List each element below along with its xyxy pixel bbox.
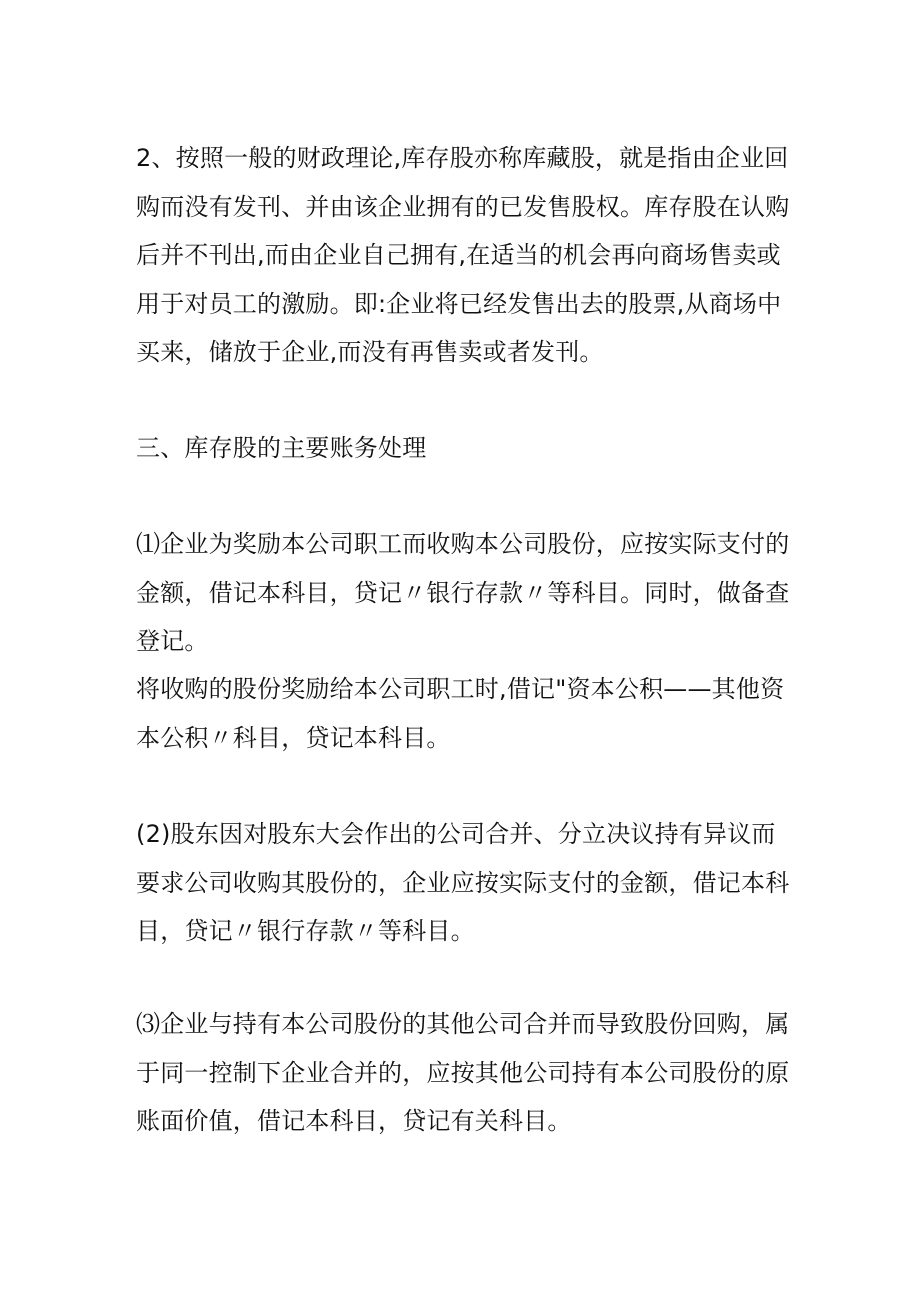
paragraph-item-2: (2)股东因对股东大会作出的公司合并、分立决议持有异议而要求公司收购其股份的，企业应按实际支付的金额，借记本科目，贷记〃银行存款〃等科目。 [136,820,790,945]
paragraph-treasury-stock-definition: 2、按照一般的财政理论,库存股亦称库藏股，就是指由企业回购而没有发刊、并由该企业拥有的已发售股权。库存股在认购后并不刊出,而由企业自己拥有,在适当的机会再向商场售卖或用于对员工的激励。即:企业将已经发售出去的股票,从商场中买来，储放于企业,而没有再售卖或者发刊。 [136,144,790,366]
section-heading-accounting: 三、库存股的主要账务处理 [136,434,427,462]
paragraph-item-1: ⑴企业为奖励本公司职工而收购本公司股份，应按实际支付的金额，借记本科目，贷记〃银行存款〃等科目。同时，做备查登记。 [136,530,790,655]
paragraph-item-3: ⑶企业与持有本公司股份的其他公司合并而导致股份回购，属于同一控制下企业合并的，应按其他公司持有本公司股份的原账面价值，借记本科目，贷记有关科目。 [136,1010,790,1135]
paragraph-item-1-reward: 将收购的股份奖励给本公司职工时,借记"资本公积——其他资本公积〃科目，贷记本科目。 [136,675,785,752]
